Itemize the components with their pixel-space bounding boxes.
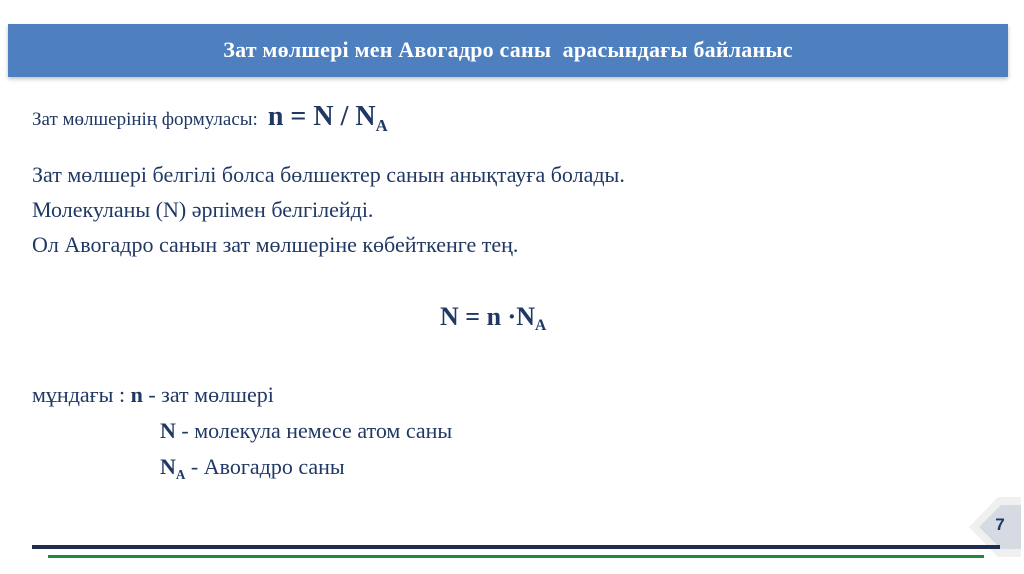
formula-line [32,101,388,133]
legend-row [32,449,452,488]
legend-symbol: n [130,382,143,407]
amount-formula [267,101,388,135]
footer-line-dark [32,545,1000,549]
legend-text: - зат мөлшері [142,382,274,407]
legend-symbol: N [160,454,176,479]
legend-row [32,413,452,449]
avogadro-formula [440,302,547,335]
legend-symbol: N [160,418,176,443]
legend-row [32,377,452,413]
page-number: 7 [995,515,1005,534]
amount-formula-text: n = N / N [267,101,376,132]
formula-label: Зат мөлшерінің формуласы: [32,109,258,130]
explanation-paragraph [32,157,625,262]
amount-formula-subscript: A [375,115,388,135]
title-bar [8,24,1008,77]
paragraph-line: Зат мөлшері белгілі болса бөлшектер санын анықтауға болады. [32,162,625,187]
legend [32,377,452,488]
slide-title: Зат мөлшері мен Авогадро саны арасындағы байланыс [223,37,793,62]
footer-line-green [48,555,984,558]
paragraph-line: Молекуланы (N) әрпімен белгілейді. [32,197,374,222]
avogadro-formula-subscript: A [535,317,547,335]
avogadro-formula-text: N = n ·N [440,302,535,331]
legend-prefix: мұндағы : [32,382,131,407]
legend-symbol-subscript: A [175,466,186,482]
legend-text: - молекула немесе атом саны [175,418,453,443]
paragraph-line: Ол Авогадро санын зат мөлшеріне көбейткенге тең. [32,232,519,257]
legend-text: - Авогадро саны [185,454,345,479]
